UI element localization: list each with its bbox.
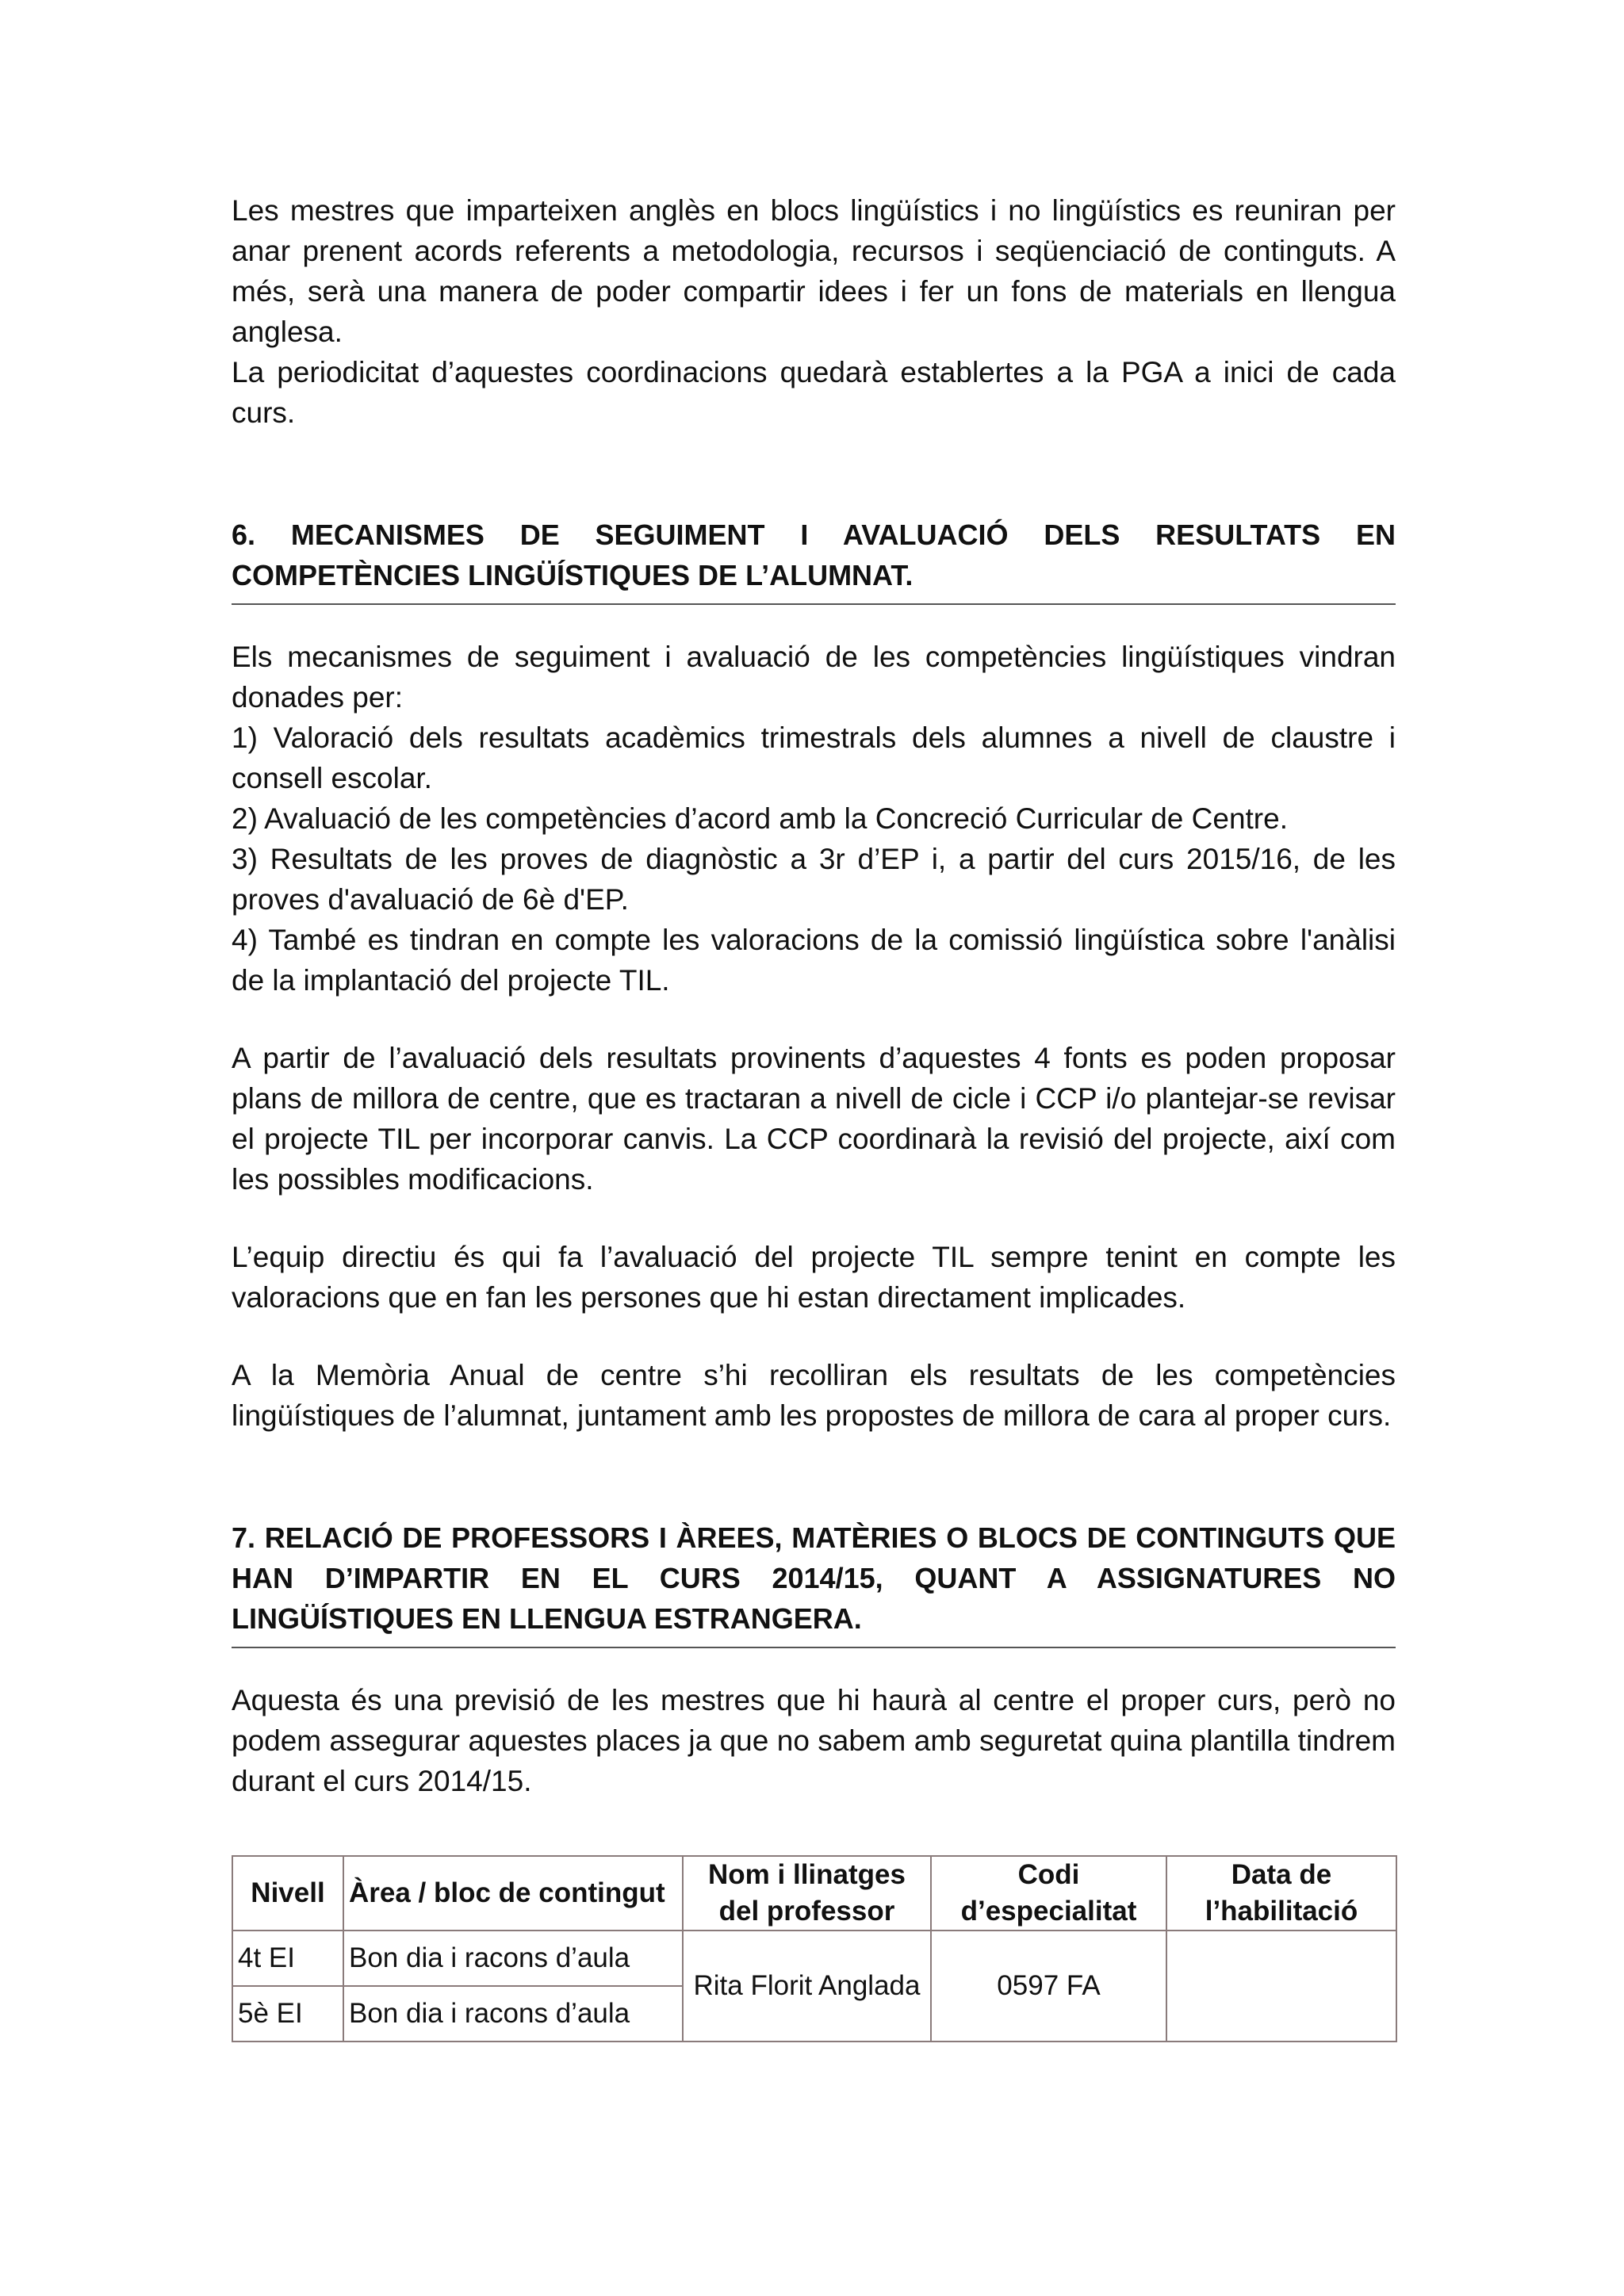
cell-codi: 0597 FA [931,1931,1166,2042]
mechanism-item-1: 1) Valoració dels resultats acadèmics trimestrals dels alumnes a nivell de claustre i consell escolar. [232,721,1396,794]
cell-nivell: 5è EI [232,1986,343,2042]
header-data: Data de l’habilitació [1166,1856,1396,1931]
mechanism-item-4: 4) També es tindran en compte les valoracions de la comissió lingüística sobre l'anàlisi de la implantació del projecte TIL. [232,924,1396,997]
cell-nivell: 4t EI [232,1931,343,1986]
cell-area: Bon dia i racons d’aula [343,1931,683,1986]
section-6-heading: 6. MECANISMES DE SEGUIMENT I AVALUACIÓ DELS RESULTATS EN COMPETÈNCIES LINGÜÍSTIQUES DE L’ALUMNAT. [232,515,1396,605]
section-7-heading: 7. RELACIÓ DE PROFESSORS I ÀREES, MATÈRIES O BLOCS DE CONTINGUTS QUE HAN D’IMPARTIR EN EL CURS 2014/15, QUANT A ASSIGNATURES NO LINGÜÍSTIQUES EN LLENGUA ESTRANGERA. [232,1517,1396,1648]
mechanism-item-3: 3) Resultats de les proves de diagnòstic a 3r d’EP i, a partir del curs 2015/16, de les proves d'avaluació de 6è d'EP. [232,843,1396,916]
coordination-paragraph: Les mestres que imparteixen anglès en blocs lingüístics i no lingüístics es reuniran per anar prenent acords referents a metodologia, recursos i seqüenciació de continguts. A més, serà una manera de poder compartir idees i fer un fons de materials en llengua anglesa. [232,194,1396,348]
management-team-paragraph: L’equip directiu és qui fa l’avaluació del projecte TIL sempre tenint en compte les valoracions que en fan les persones que hi estan directament implicades. [232,1241,1396,1314]
table-row [232,1931,1396,1986]
table-header-row [232,1856,1396,1931]
cell-professor: Rita Florit Anglada [683,1931,931,2042]
section-7-intro: Aquesta és una previsió de les mestres que hi haurà al centre el proper curs, però no podem assegurar aquestes places ja que no sabem amb seguretat quina plantilla tindrem durant el curs 2014/15. [232,1684,1396,1797]
cell-area: Bon dia i racons d’aula [343,1986,683,2042]
header-nivell: Nivell [232,1856,343,1931]
header-codi: Codi d’especialitat [931,1856,1166,1931]
header-professor: Nom i llinatges del professor [683,1856,931,1931]
improvement-plans-paragraph: A partir de l’avaluació dels resultats provinents d’aquestes 4 fonts es poden proposar plans de millora de centre, que es tractaran a nivell de cicle i CCP i/o plantejar-se revisar el projecte TIL per incorporar canvis. La CCP coordinarà la revisió del projecte, així com les possibles modificacions. [232,1042,1396,1196]
annual-report-paragraph: A la Memòria Anual de centre s’hi recolliran els resultats de les competències lingüístiques de l’alumnat, juntament amb les propostes de millora de cara al proper curs. [232,1359,1396,1432]
teachers-table [232,1855,1397,2042]
section-6-intro: Els mecanismes de seguiment i avaluació de les competències lingüístiques vindran donades per: [232,641,1396,714]
mechanism-item-2: 2) Avaluació de les competències d’acord amb la Concreció Curricular de Centre. [232,802,1288,835]
document-page [232,190,1396,2042]
periodicity-paragraph: La periodicitat d’aquestes coordinacions quedarà establertes a la PGA a inici de cada curs. [232,356,1396,429]
cell-data [1166,1931,1396,2042]
header-area: Àrea / bloc de contingut [343,1856,683,1931]
